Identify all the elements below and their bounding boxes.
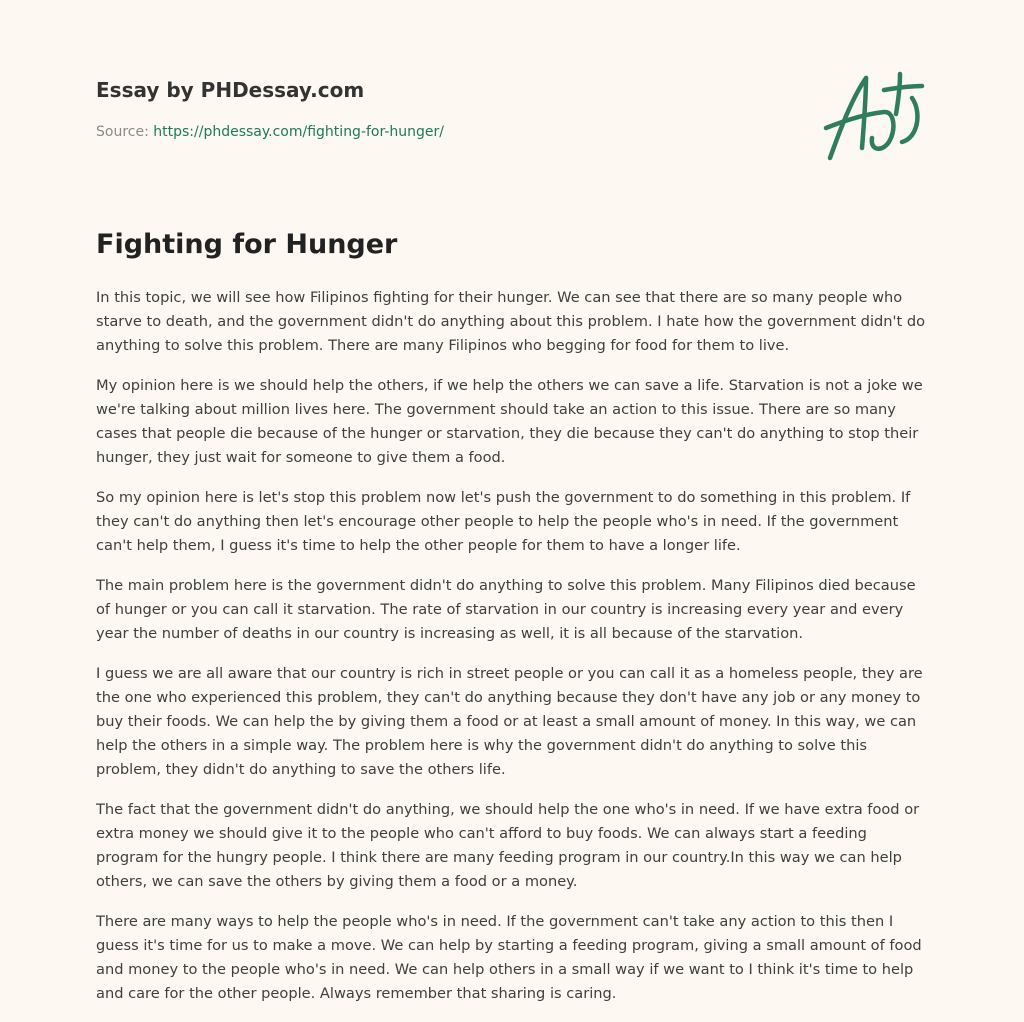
essay-paragraph: In this topic, we will see how Filipinos fighting for their hunger. We can see that there are so many people who starve to death, and the government didn't do anything about this problem. I hate how the government didn't do anything to solve this problem. There are many Filipinos who begging for food for them to live.: [96, 289, 926, 354]
essay-paragraph: There are many ways to help the people who's in need. If the government can't take any action to this then I guess it's time for us to make a move. We can help by starting a feeding program, giving a small amount of food and money to the people who's in need. We can help others in a small way if we want to I think it's time to help and care for the other people. Always remember that sharing is caring.: [96, 913, 922, 1002]
essay-paragraph: My opinion here is we should help the others, if we help the others we can save a life. Starvation is not a joke we we're talking about million lives here. The government should take an action to this issue. There are so many cases that people die because of the hunger or starvation, they die because they can't do anything to stop their hunger, they just wait for someone to give them a food.: [96, 377, 923, 466]
essay-body: [96, 226, 928, 1022]
essay-title: Fighting for Hunger: [96, 229, 398, 260]
source-link[interactable]: https://phdessay.com/fighting-for-hunger/: [153, 124, 444, 140]
page-header: [96, 76, 796, 142]
essay-paragraph: The fact that the government didn't do anything, we should help the one who's in need. If we have extra food or extra money we should give it to the people who can't afford to buy foods. We can always start a feeding program for the hungry people. I think there are many feeding program in our country.In this way we can help others, we can save the others by giving them a food or a money.: [96, 801, 920, 890]
a-plus-logo-icon: [822, 68, 926, 164]
source-label: Source:: [96, 124, 149, 140]
a-plus-logo: [822, 68, 926, 164]
essay-paragraph: So my opinion here is let's stop this problem now let's push the government to do something in this problem. If they can't do anything then let's encourage other people to help the people who's in need. If the government can't help them, I guess it's time to help the other people for them to have a longer life.: [96, 489, 911, 554]
source-line: [96, 122, 796, 142]
essay-paragraph: I guess we are all aware that our country is rich in street people or you can call it as a homeless people, they are the one who experienced this problem, they can't do anything because they don't have any job or any money to buy their foods. We can help the by giving them a food or at least a small amount of money. In this way, we can help the others in a simple way. The problem here is why the government didn't do anything to solve this problem, they didn't do anything to save the others life.: [96, 665, 923, 778]
essay-paragraph: The main problem here is the government didn't do anything to solve this problem. Many Filipinos died because of hunger or you can call it starvation. The rate of starvation in our country is increasing every year and every year the number of deaths in our country is increasing as well, it is all because of the starvation.: [96, 577, 916, 642]
site-title: Essay by PHDessay.com: [96, 78, 365, 102]
